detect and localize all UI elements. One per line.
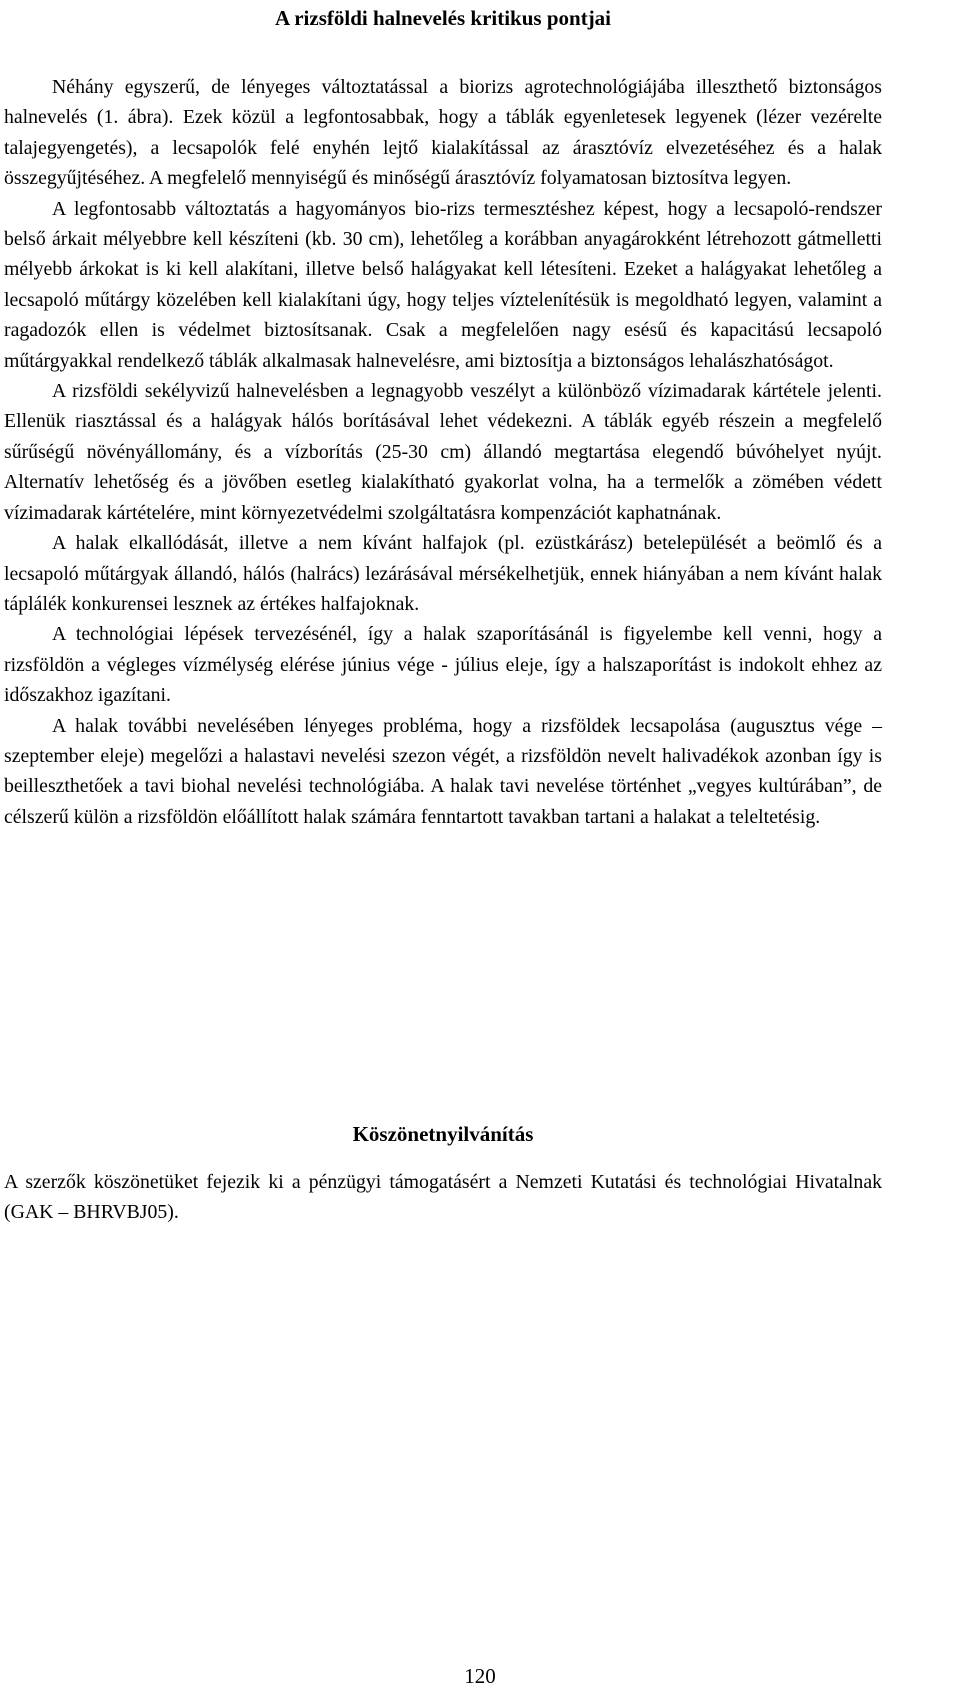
acknowledgement-text: A szerzők köszönetüket fejezik ki a pénzügyi támogatásért a Nemzeti Kutatási és technológiai Hivatalnak (GAK – BHRVBJ05). — [4, 1171, 882, 1224]
paragraph-6: A halak további nevelésében lényeges probléma, hogy a rizsföldek lecsapolása (augusztus vége – szeptember eleje) megelőzi a halastavi nevelési szezon végét, a rizsföldön nevelt halivadékok azonban így is beilleszthetőek a tavi biohal nevelési technológiába. A halak tavi nevelése történhet „vegyes kultúrában”, de célszerű külön a rizsföldön előállított halak számára fenntartott tavakban tartani a halakat a teleltetésig. — [4, 714, 882, 828]
paragraph-4: A halak elkallódását, illetve a nem kívánt halfajok (pl. ezüstkárász) betelepülését a beömlő és a lecsapoló műtárgyak állandó, hálós (halrács) lezárásával mérsékelhetjük, ennek hiányában a nem kívánt halak táplálék konkurensei lesznek az értékes halfajoknak. — [4, 532, 882, 615]
page-number: 120 — [464, 1664, 496, 1688]
paragraph-5: A technológiai lépések tervezésénél, így a halak szaporításánál is figyelembe kell venni, hogy a rizsföldön a végleges vízmélység elérése június vége - július eleje, így a halszaporítást is indokolt ehhez az időszakhoz igazítani. — [4, 623, 882, 707]
paragraph-2: A legfontosabb változtatás a hagyományos bio-rizs termesztéshez képest, hogy a lecsapoló-rendszer belső árkait mélyebbre kell készíteni (kb. 30 cm), lehetőleg a korábban anyagárokként létrehozott gátmelletti mélyebb árkokat is ki kell alakítani, illetve belső halágyakat kell létesíteni. Ezeket a halágyakat lehetőleg a lecsapoló műtárgy közelében kell kialakítani úgy, hogy teljes víztelenítésük is megoldható legyen, valamint a ragadozók ellen is védelmet biztosítsanak. Csak a megfelelően nagy esésű és kapacitású lecsapoló műtárgyakkal rendelkező táblák alkalmasak halnevelésre, ami biztosítja a biztonságos lehalászhatóságot. — [4, 197, 882, 372]
acknowledgement-section — [4, 1167, 882, 1228]
document-page — [4, 0, 882, 1224]
paragraph-1: Néhány egyszerű, de lényeges változtatással a biorizs agrotechnológiájába illeszthető biztonságos halnevelés (1. ábra). Ezek közül a legfontosabbak, hogy a táblák egyenletesek legyenek (lézer vezérelte talajegyengetés), a lecsapolók felé enyhén lejtő kialakítással az árasztóvíz elvezetéséhez és a halak összegyűjtéséhez. A megfelelő mennyiségű és minőségű árasztóvíz folyamatosan biztosítva legyen. — [4, 76, 882, 190]
paragraph-3: A rizsföldi sekélyvizű halnevelésben a legnagyobb veszélyt a különböző vízimadarak kártétele jelenti. Ellenük riasztással és a halágyak hálós borításával lehet védekezni. A táblák egyéb részein a megfelelő sűrűségű növényállomány, és a vízborítás (25-30 cm) állandó megtartása elegendő búvóhelyet nyújt. Alternatív lehetőség és a jövőben esetleg kialakítható gyakorlat volna, ha a termelők a zömében védett vízimadarak kártételére, mint környezetvédelmi szolgáltatásra kompenzációt kaphatnának. — [4, 380, 882, 524]
acknowledgement-title: Köszönetnyilvánítás — [352, 1122, 534, 1146]
document-body — [4, 72, 882, 832]
document-title: A rizsföldi halnevelés kritikus pontjai — [274, 6, 612, 30]
